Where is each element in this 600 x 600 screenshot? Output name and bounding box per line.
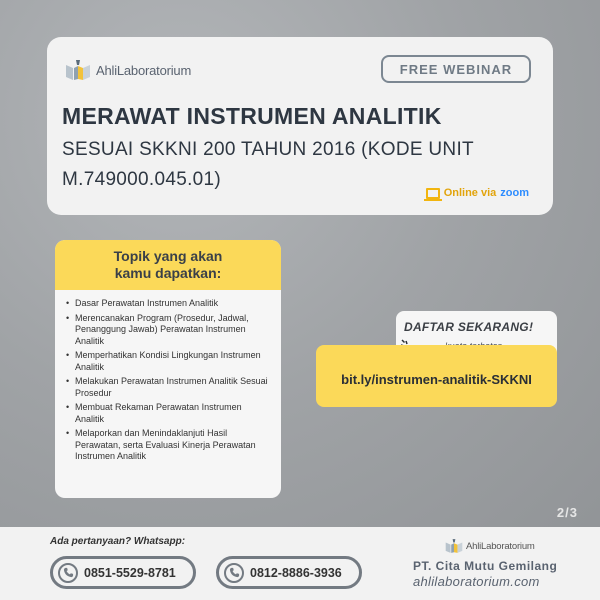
- lab-logo-icon: [445, 538, 463, 554]
- online-label: Online via: [443, 187, 497, 199]
- online-via-zoom: [426, 187, 529, 199]
- phone-icon: [58, 563, 78, 583]
- list-item: • Memperhatikan Kondisi Lingkungan Instrumen Analitik: [65, 350, 271, 373]
- lab-logo-icon: [65, 59, 91, 81]
- list-item: • Merencanakan Program (Prosedur, Jadwal, Penanggung Jawab) Perawatan Instrumen Analitik: [65, 313, 271, 348]
- topics-heading-line-1: Topik yang akan: [113, 248, 223, 264]
- topics-card: [55, 240, 281, 498]
- whatsapp-question: Ada pertanyaan? Whatsapp:: [50, 536, 186, 547]
- topics-heading-line-2: kamu dapatkan:: [114, 265, 222, 281]
- brand-name: AhliLaboratorium: [96, 62, 192, 78]
- registration-link[interactable]: bit.ly/instrumen-analitik-SKKNI: [316, 345, 557, 407]
- website-link[interactable]: ahlilaboratorium.com: [413, 574, 540, 589]
- page-subtitle: SESUAI SKKNI 200 TAHUN 2016 (KODE UNIT M.749000.045.01): [62, 139, 474, 190]
- list-item: • Melakukan Perawatan Instrumen Analitik Sesuai Prosedur: [65, 376, 271, 399]
- page-number: 2/3: [556, 505, 578, 520]
- list-item: • Dasar Perawatan Instrumen Analitik: [65, 298, 271, 310]
- page-title: MERAWAT INSTRUMEN ANALITIK: [62, 103, 442, 129]
- phone-number-2: 0812-8886-3936: [250, 565, 342, 580]
- phone-icon: [224, 563, 244, 583]
- whatsapp-number-2[interactable]: [216, 556, 362, 589]
- topics-list: [55, 290, 281, 463]
- zoom-label: zoom: [500, 187, 529, 199]
- footer-brand-logo: [445, 538, 535, 554]
- free-webinar-badge: FREE WEBINAR: [381, 55, 531, 83]
- phone-number-1: 0851-5529-8781: [84, 565, 176, 580]
- whatsapp-number-1[interactable]: [50, 556, 196, 589]
- footer: [0, 527, 600, 600]
- header-card: [47, 37, 553, 215]
- brand-logo: [65, 59, 191, 81]
- list-item: • Membuat Rekaman Perawatan Instrumen Analitik: [65, 402, 271, 425]
- list-item: • Melaporkan dan Menindaklanjuti Hasil Perawatan, serta Evaluasi Kinerja Perawatan Instrumen Analitik: [65, 428, 271, 463]
- footer-brand-name: AhliLaboratorium: [466, 540, 535, 552]
- laptop-icon: [426, 188, 440, 199]
- register-title: DAFTAR SEKARANG!: [404, 320, 534, 334]
- topics-heading: [55, 240, 281, 290]
- company-name: PT. Cita Mutu Gemilang: [413, 559, 558, 573]
